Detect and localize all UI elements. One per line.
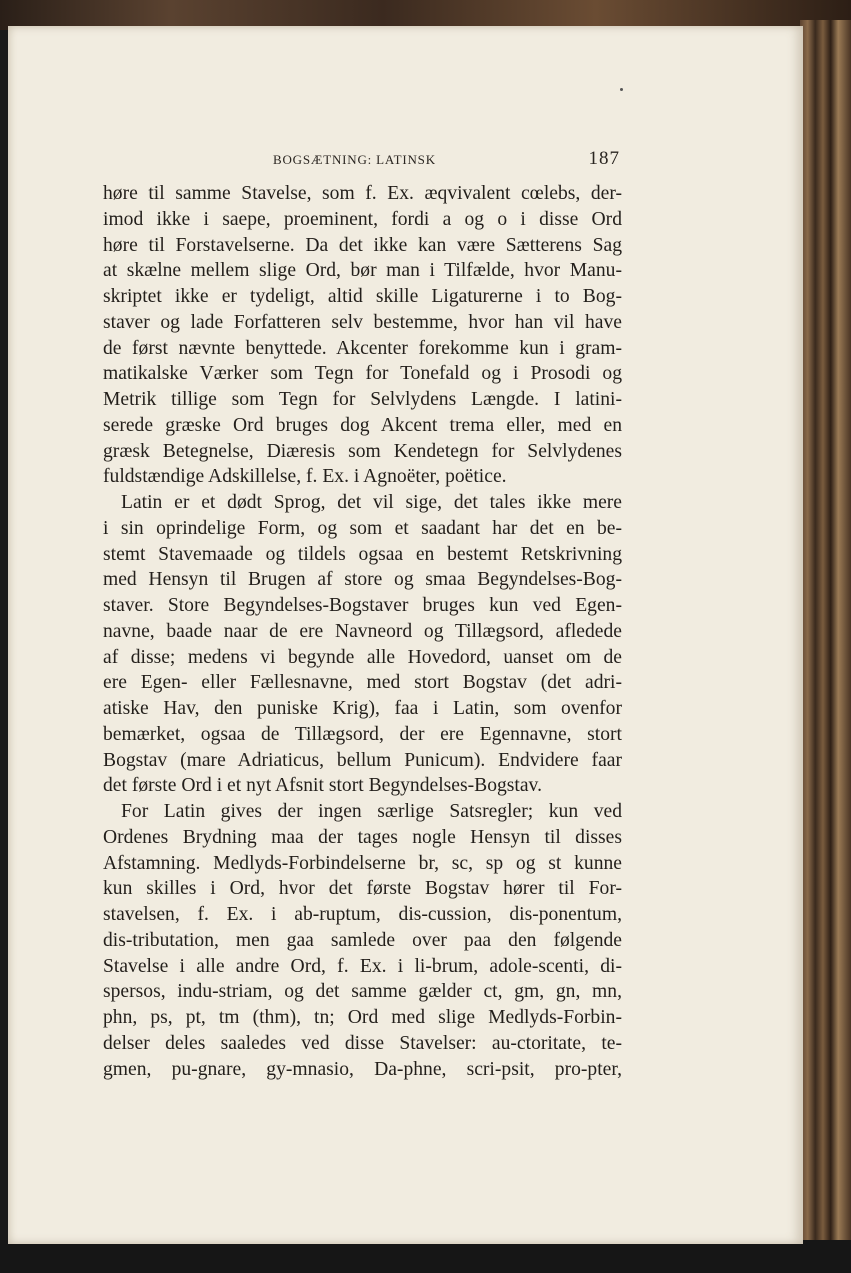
text-line: matikalske Værker som Tegn for Tonefald og i Prosodi og [103,363,622,385]
running-header [103,148,622,174]
text-line: navne, baade naar de ere Navneord og Tillægsord, afledede [103,620,622,642]
text-line: atiske Hav, den puniske Krig), faa i Latin, som ovenfor [103,698,622,719]
text-line: stavelsen, f. Ex. i ab-ruptum, dis-cussion, dis-ponentum, [103,904,622,925]
text-line: For Latin gives der ingen særlige Satsregler; kun ved [121,801,622,822]
text-line: Metrik tillige som Tegn for Selvlydens Længde. I latini- [103,389,622,410]
text-line: de først nævnte benyttede. Akcenter forekomme kun i gram- [103,337,622,359]
text-line: gmen, pu-gnare, gy-mnasio, Da-phne, scri-psit, pro-pter, [103,1058,622,1080]
text-line: serede græske Ord bruges dog Akcent trema eller, med en [103,414,622,436]
running-title: BOGSÆTNING: LATINSK [273,152,436,167]
page-number: 187 [588,148,620,169]
text-line: stemt Stavemaade og tildels ogsaa en bestemt Retskrivning [103,543,622,565]
text-line: at skælne mellem slige Ord, bør man i Tilfælde, hvor Manu- [103,260,622,282]
book-spine-edge [800,20,851,1245]
text-line: delser deles saaledes ved disse Stavelser: au-ctoritate, te- [103,1032,622,1054]
text-line: ere Egen- eller Fællesnavne, med stort Bogstav (det adri- [103,672,622,694]
text-line: dis-tributation, men gaa samlede over paa den følgende [103,929,622,951]
text-line: græsk Betegnelse, Diæresis som Kendetegn for Selvlydenes [103,440,622,462]
text-line: fuldstændige Adskillelse, f. Ex. i Agnoëter, poëtice. [103,466,507,488]
paper-speck [620,88,623,91]
text-line: Stavelse i alle andre Ord, f. Ex. i li-brum, adole-scenti, di- [103,955,622,977]
text-line: Afstamning. Medlyds-Forbindelserne br, sc, sp og st kunne [103,852,622,874]
text-line: phn, ps, pt, tm (thm), tn; Ord med slige Medlyds-Forbin- [103,1007,622,1028]
text-line: skriptet ikke er tydeligt, altid skille Ligaturerne i to Bog- [103,286,622,307]
text-line: staver. Store Begyndelses-Bogstaver bruges kun ved Egen- [103,595,622,616]
text-line: høre til Forstavelserne. Da det ikke kan være Sætterens Sag [103,234,622,256]
scan-bottom-border [0,1240,851,1273]
text-line: af disse; medens vi begynde alle Hovedord, uanset om de [103,646,622,668]
text-line: kun skilles i Ord, hvor det første Bogstav hører til For- [103,878,622,900]
text-line: i sin oprindelige Form, og som et saadant har det en be- [103,517,622,539]
text-line: Latin er et dødt Sprog, det vil sige, det tales ikke mere [121,492,622,513]
text-line: med Hensyn til Brugen af store og smaa Begyndelses-Bog- [103,569,622,591]
text-line: bemærket, ogsaa de Tillægsord, der ere Egennavne, stort [103,723,622,745]
text-line: staver og lade Forfatteren selv bestemme, hvor han vil have [103,311,622,333]
text-line: det første Ord i et nyt Afsnit stort Begyndelses-Bogstav. [103,775,542,797]
text-line: imod ikke i saepe, proeminent, fordi a og o i disse Ord [103,208,622,230]
text-line: spersos, indu-striam, og det samme gælder ct, gm, gn, mn, [103,981,622,1003]
text-line: Bogstav (mare Adriaticus, bellum Punicum). Endvidere faar [103,749,622,771]
text-line: høre til samme Stavelse, som f. Ex. æqvivalent cœlebs, der- [103,183,622,204]
text-line: Ordenes Brydning maa der tages nogle Hensyn til disses [103,826,622,848]
body-text [103,181,622,1082]
